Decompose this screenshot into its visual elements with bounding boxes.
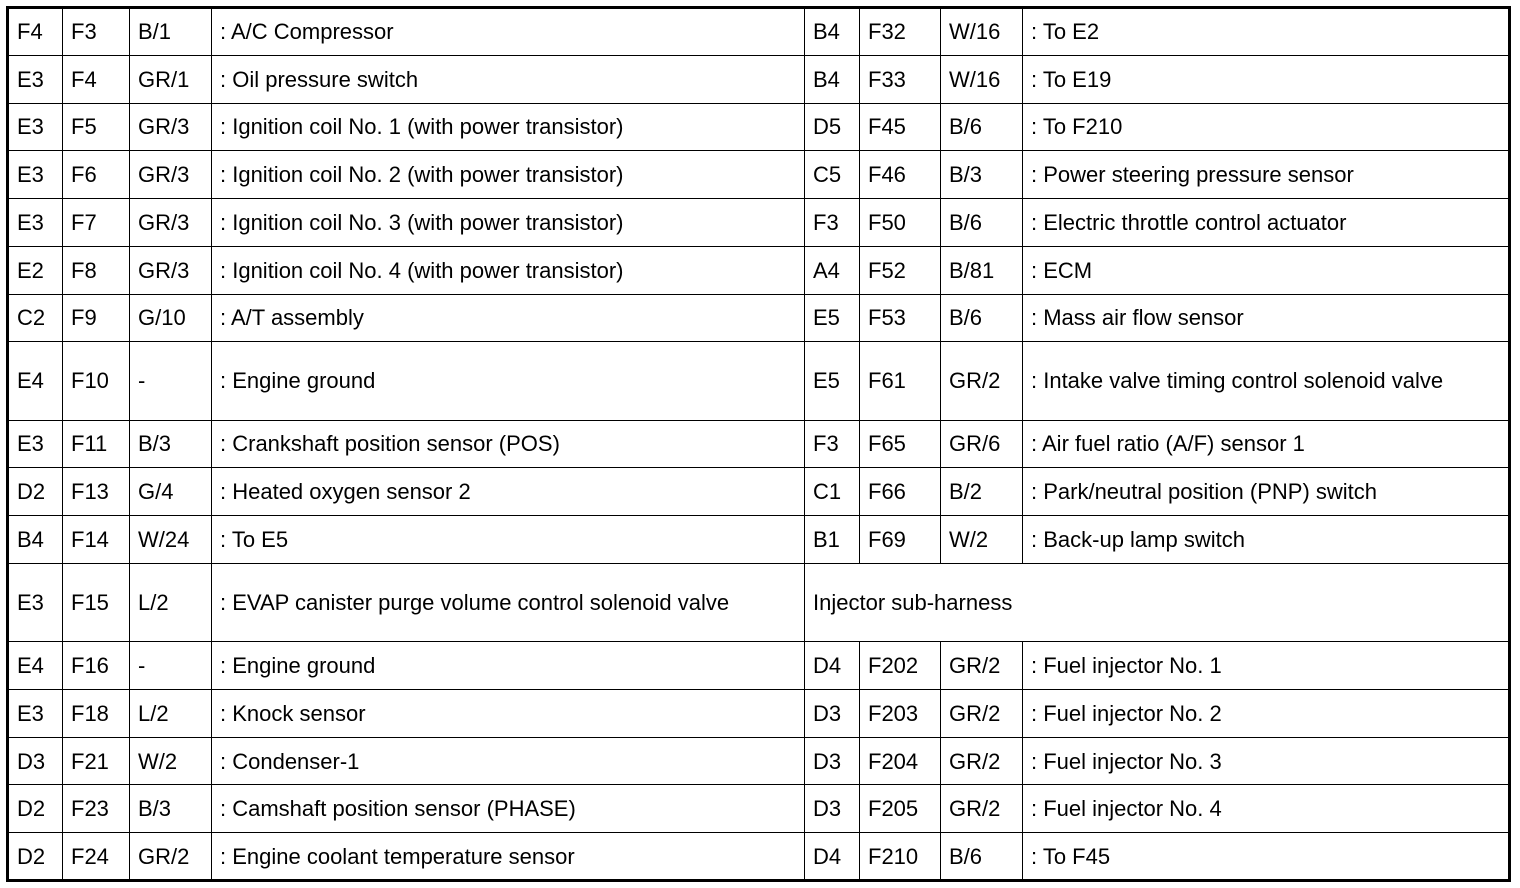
grid-cell: E3: [8, 689, 63, 737]
connector-code-cell: F52: [860, 246, 941, 294]
description-cell: : Camshaft position sensor (PHASE): [212, 785, 805, 833]
table-row: [8, 294, 1510, 342]
connector-code-cell: F33: [860, 55, 941, 103]
connector-code-cell: F202: [860, 642, 941, 690]
grid-cell: E3: [8, 199, 63, 247]
connector-code-cell: F9: [63, 294, 130, 342]
grid-cell: E4: [8, 642, 63, 690]
grid-cell: D3: [805, 785, 860, 833]
connector-code-cell: F23: [63, 785, 130, 833]
description-cell: : Ignition coil No. 1 (with power transistor): [212, 103, 805, 151]
wire-color-cell: B/1: [130, 8, 212, 56]
grid-cell: A4: [805, 246, 860, 294]
connector-code-cell: F53: [860, 294, 941, 342]
grid-cell: F3: [805, 199, 860, 247]
description-cell: : Engine ground: [212, 342, 805, 420]
wire-color-cell: -: [130, 342, 212, 420]
grid-cell: E3: [8, 151, 63, 199]
table-row: [8, 199, 1510, 247]
connector-code-cell: F15: [63, 563, 130, 641]
wire-color-cell: W/2: [941, 516, 1023, 564]
wire-color-cell: GR/1: [130, 55, 212, 103]
connector-code-cell: F32: [860, 8, 941, 56]
wire-color-cell: -: [130, 642, 212, 690]
grid-cell: F4: [8, 8, 63, 56]
wire-color-cell: W/16: [941, 8, 1023, 56]
wire-color-cell: W/24: [130, 516, 212, 564]
table-row: [8, 516, 1510, 564]
connector-code-cell: F10: [63, 342, 130, 420]
connector-code-cell: F13: [63, 468, 130, 516]
grid-cell: C2: [8, 294, 63, 342]
connector-code-cell: F11: [63, 420, 130, 468]
table-row: [8, 8, 1510, 56]
wire-color-cell: GR/3: [130, 199, 212, 247]
connector-code-cell: F3: [63, 8, 130, 56]
section-header-injector-sub-harness: Injector sub-harness: [805, 563, 1510, 641]
wire-color-cell: B/6: [941, 103, 1023, 151]
table-row: [8, 55, 1510, 103]
connector-code-cell: F18: [63, 689, 130, 737]
connector-code-cell: F65: [860, 420, 941, 468]
connector-table: [6, 6, 1511, 882]
connector-code-cell: F45: [860, 103, 941, 151]
wire-color-cell: B/6: [941, 199, 1023, 247]
wire-color-cell: GR/2: [941, 737, 1023, 785]
description-cell: : EVAP canister purge volume control solenoid valve: [212, 563, 805, 641]
grid-cell: B4: [805, 55, 860, 103]
table-row: [8, 689, 1510, 737]
wire-color-cell: B/3: [130, 420, 212, 468]
wire-color-cell: B/6: [941, 833, 1023, 881]
table-row: [8, 785, 1510, 833]
grid-cell: E4: [8, 342, 63, 420]
grid-cell: B4: [8, 516, 63, 564]
grid-cell: D2: [8, 785, 63, 833]
description-cell: : Back-up lamp switch: [1023, 516, 1510, 564]
connector-code-cell: F50: [860, 199, 941, 247]
connector-code-cell: F210: [860, 833, 941, 881]
grid-cell: D5: [805, 103, 860, 151]
grid-cell: C5: [805, 151, 860, 199]
grid-cell: E3: [8, 563, 63, 641]
description-cell: : To E19: [1023, 55, 1510, 103]
connector-code-cell: F6: [63, 151, 130, 199]
table-row: [8, 737, 1510, 785]
wire-color-cell: W/2: [130, 737, 212, 785]
wire-color-cell: B/81: [941, 246, 1023, 294]
grid-cell: E2: [8, 246, 63, 294]
description-cell: : To E2: [1023, 8, 1510, 56]
wire-color-cell: G/4: [130, 468, 212, 516]
wire-color-cell: GR/2: [941, 342, 1023, 420]
grid-cell: B4: [805, 8, 860, 56]
wire-color-cell: W/16: [941, 55, 1023, 103]
description-cell: : Air fuel ratio (A/F) sensor 1: [1023, 420, 1510, 468]
grid-cell: E3: [8, 420, 63, 468]
connector-code-cell: F5: [63, 103, 130, 151]
wire-color-cell: GR/2: [941, 689, 1023, 737]
connector-code-cell: F21: [63, 737, 130, 785]
description-cell: : Mass air flow sensor: [1023, 294, 1510, 342]
table-row: [8, 420, 1510, 468]
grid-cell: E3: [8, 103, 63, 151]
table-row: [8, 563, 1510, 641]
description-cell: : Engine coolant temperature sensor: [212, 833, 805, 881]
description-cell: : Ignition coil No. 4 (with power transistor): [212, 246, 805, 294]
grid-cell: E5: [805, 342, 860, 420]
description-cell: : Oil pressure switch: [212, 55, 805, 103]
grid-cell: B1: [805, 516, 860, 564]
description-cell: : To E5: [212, 516, 805, 564]
description-cell: : A/C Compressor: [212, 8, 805, 56]
wire-color-cell: B/6: [941, 294, 1023, 342]
description-cell: : Knock sensor: [212, 689, 805, 737]
wire-color-cell: GR/3: [130, 151, 212, 199]
description-cell: : Ignition coil No. 3 (with power transistor): [212, 199, 805, 247]
description-cell: : Fuel injector No. 1: [1023, 642, 1510, 690]
wire-color-cell: L/2: [130, 563, 212, 641]
grid-cell: D3: [805, 689, 860, 737]
wire-color-cell: GR/2: [941, 785, 1023, 833]
description-cell: : Heated oxygen sensor 2: [212, 468, 805, 516]
grid-cell: D3: [805, 737, 860, 785]
description-cell: : Condenser-1: [212, 737, 805, 785]
wire-color-cell: GR/3: [130, 103, 212, 151]
description-cell: : Ignition coil No. 2 (with power transistor): [212, 151, 805, 199]
table-row: [8, 468, 1510, 516]
wire-color-cell: GR/6: [941, 420, 1023, 468]
wire-color-cell: B/2: [941, 468, 1023, 516]
description-cell: : Fuel injector No. 2: [1023, 689, 1510, 737]
description-cell: : Crankshaft position sensor (POS): [212, 420, 805, 468]
connector-code-cell: F205: [860, 785, 941, 833]
connector-code-cell: F66: [860, 468, 941, 516]
table-row: [8, 246, 1510, 294]
connector-code-cell: F61: [860, 342, 941, 420]
connector-code-cell: F8: [63, 246, 130, 294]
description-cell: : Power steering pressure sensor: [1023, 151, 1510, 199]
connector-code-cell: F46: [860, 151, 941, 199]
description-cell: : A/T assembly: [212, 294, 805, 342]
description-cell: : To F45: [1023, 833, 1510, 881]
description-cell: : Engine ground: [212, 642, 805, 690]
wire-color-cell: GR/2: [130, 833, 212, 881]
grid-cell: D4: [805, 642, 860, 690]
connector-code-cell: F4: [63, 55, 130, 103]
description-cell: : Fuel injector No. 4: [1023, 785, 1510, 833]
description-cell: : To F210: [1023, 103, 1510, 151]
description-cell: : Park/neutral position (PNP) switch: [1023, 468, 1510, 516]
description-cell: : Intake valve timing control solenoid valve: [1023, 342, 1510, 420]
connector-code-cell: F7: [63, 199, 130, 247]
grid-cell: D2: [8, 468, 63, 516]
connector-code-cell: F69: [860, 516, 941, 564]
wire-color-cell: GR/3: [130, 246, 212, 294]
description-cell: : Fuel injector No. 3: [1023, 737, 1510, 785]
description-cell: : ECM: [1023, 246, 1510, 294]
grid-cell: E5: [805, 294, 860, 342]
connector-code-cell: F204: [860, 737, 941, 785]
wire-color-cell: B/3: [130, 785, 212, 833]
wire-color-cell: G/10: [130, 294, 212, 342]
wire-color-cell: L/2: [130, 689, 212, 737]
connector-code-cell: F16: [63, 642, 130, 690]
grid-cell: D4: [805, 833, 860, 881]
connector-code-cell: F203: [860, 689, 941, 737]
table-row: [8, 342, 1510, 420]
grid-cell: D3: [8, 737, 63, 785]
connector-code-cell: F24: [63, 833, 130, 881]
wire-color-cell: B/3: [941, 151, 1023, 199]
table-row: [8, 103, 1510, 151]
table-row: [8, 833, 1510, 881]
description-cell: : Electric throttle control actuator: [1023, 199, 1510, 247]
connector-code-cell: F14: [63, 516, 130, 564]
wire-color-cell: GR/2: [941, 642, 1023, 690]
grid-cell: E3: [8, 55, 63, 103]
grid-cell: F3: [805, 420, 860, 468]
grid-cell: C1: [805, 468, 860, 516]
table-row: [8, 642, 1510, 690]
grid-cell: D2: [8, 833, 63, 881]
table-row: [8, 151, 1510, 199]
